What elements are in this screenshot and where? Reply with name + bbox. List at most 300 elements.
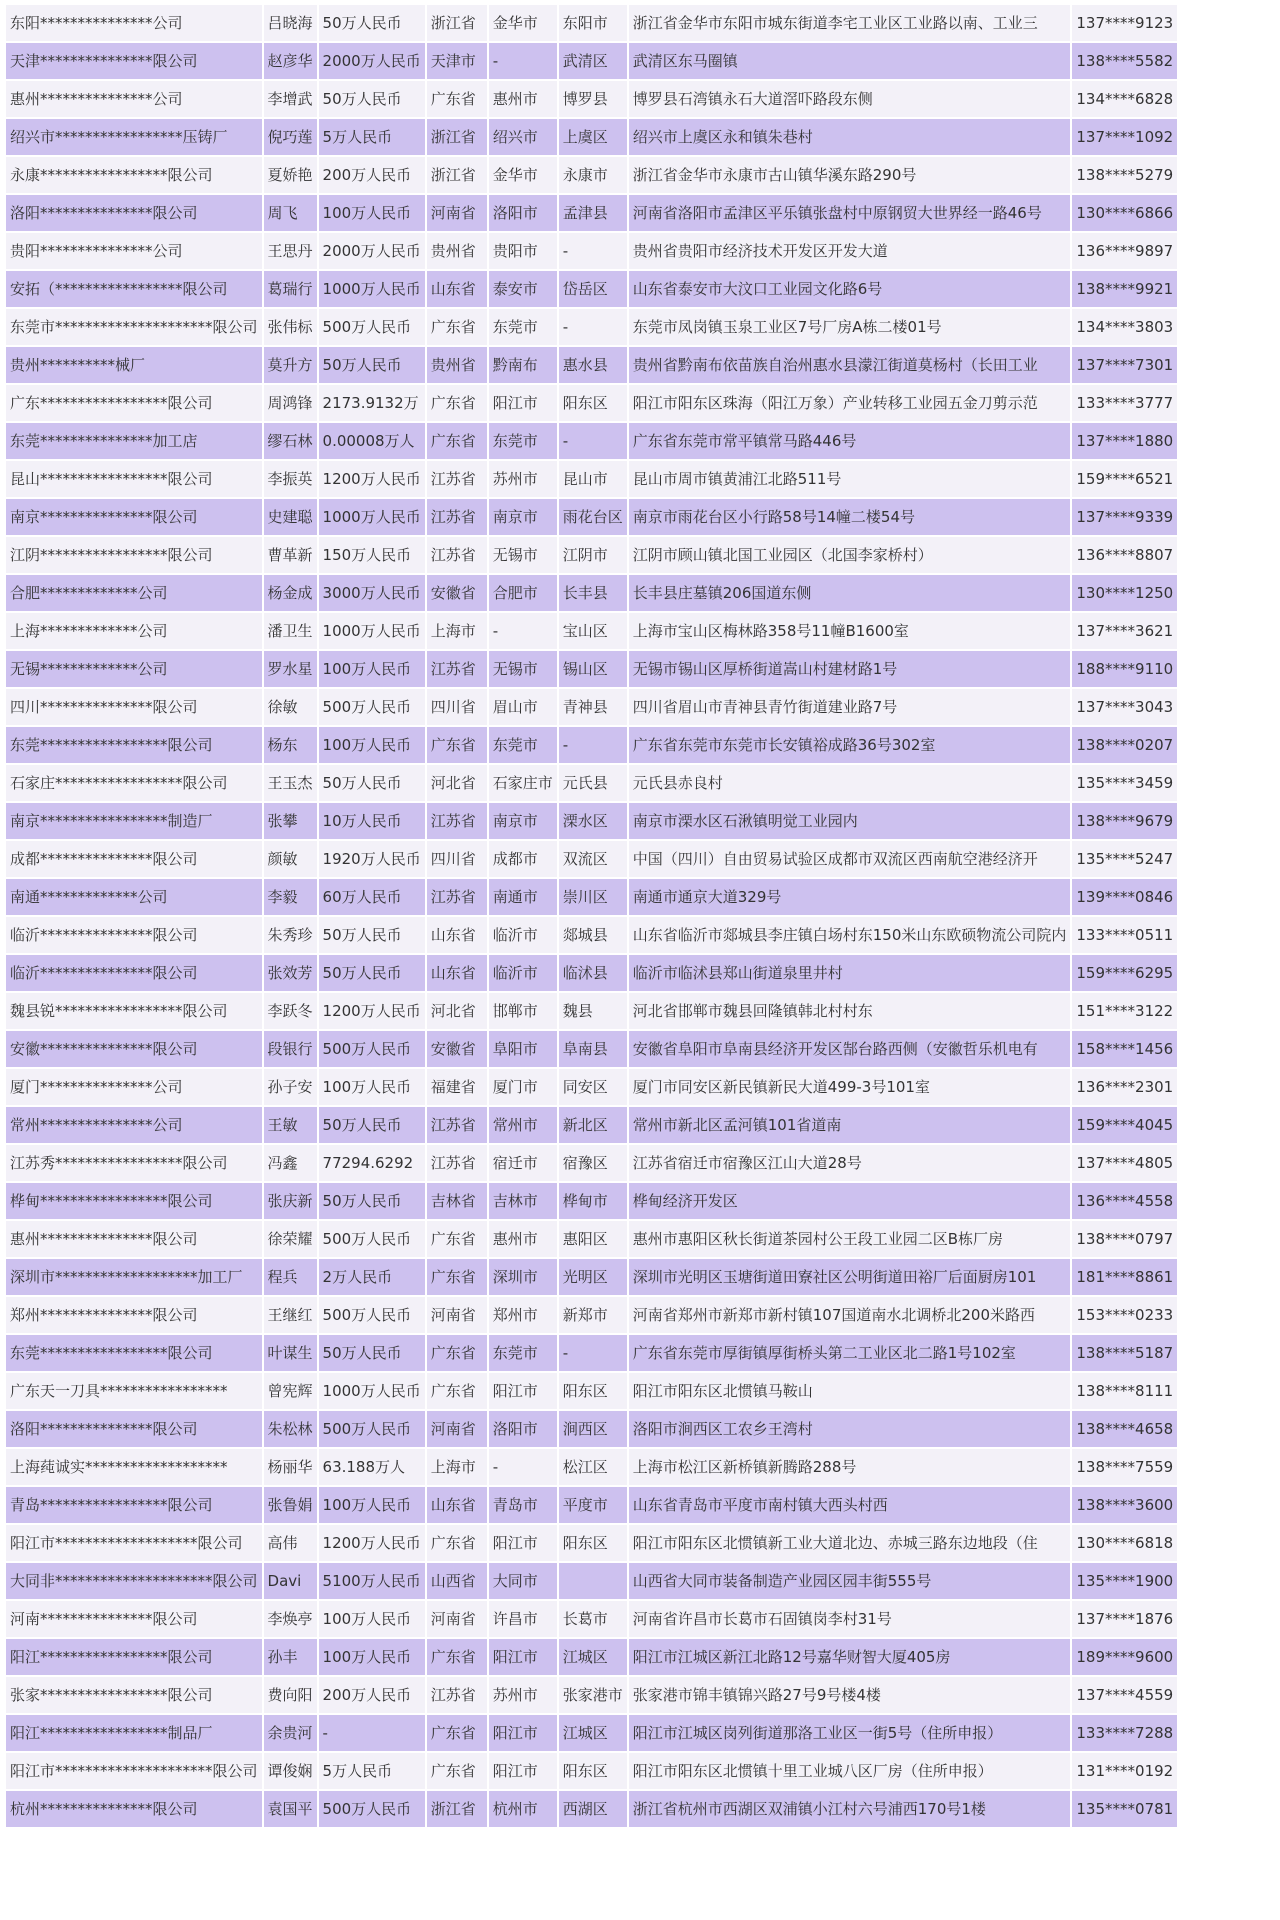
legal-person-cell: 程兵 [264, 1259, 317, 1295]
registered-capital-cell: 150万人民币 [319, 537, 425, 573]
phone-cell: 138****8111 [1072, 1373, 1177, 1409]
phone-cell: 137****4805 [1072, 1145, 1177, 1181]
province-cell: 广东省 [427, 81, 487, 117]
province-cell: 天津市 [427, 43, 487, 79]
province-cell: 广东省 [427, 385, 487, 421]
registered-capital-cell: 63.188万人 [319, 1449, 425, 1485]
registered-capital-cell: 50万人民币 [319, 81, 425, 117]
legal-person-cell: 朱秀珍 [264, 917, 317, 953]
legal-person-cell: 冯鑫 [264, 1145, 317, 1181]
district-cell: 西湖区 [559, 1791, 627, 1827]
district-cell: - [559, 233, 627, 269]
legal-person-cell: 张鲁娟 [264, 1487, 317, 1523]
company-name-cell: 广东*****************限公司 [6, 385, 262, 421]
registered-capital-cell: 2万人民币 [319, 1259, 425, 1295]
city-cell: 大同市 [489, 1563, 557, 1599]
phone-cell: 138****5279 [1072, 157, 1177, 193]
address-cell: 阳江市江城区新江北路12号嘉华财智大厦405房 [629, 1639, 1071, 1675]
phone-cell: 151****3122 [1072, 993, 1177, 1029]
phone-cell: 138****0797 [1072, 1221, 1177, 1257]
district-cell: 青神县 [559, 689, 627, 725]
district-cell: - [559, 309, 627, 345]
address-cell: 贵州省黔南布依苗族自治州惠水县濛江街道莫杨村（长田工业 [629, 347, 1071, 383]
registered-capital-cell: 10万人民币 [319, 803, 425, 839]
district-cell: 博罗县 [559, 81, 627, 117]
city-cell: 阳江市 [489, 385, 557, 421]
table-row [6, 1601, 1177, 1637]
address-cell: 贵州省贵阳市经济技术开发区开发大道 [629, 233, 1071, 269]
district-cell: 宿豫区 [559, 1145, 627, 1181]
phone-cell: 139****0846 [1072, 879, 1177, 915]
province-cell: 贵州省 [427, 347, 487, 383]
table-row [6, 955, 1177, 991]
table-row [6, 1563, 1177, 1599]
legal-person-cell: 周飞 [264, 195, 317, 231]
company-name-cell: 安拓（*****************限公司 [6, 271, 262, 307]
phone-cell: 136****9897 [1072, 233, 1177, 269]
district-cell: - [559, 1335, 627, 1371]
district-cell: 魏县 [559, 993, 627, 1029]
phone-cell: 138****5582 [1072, 43, 1177, 79]
city-cell: 临沂市 [489, 955, 557, 991]
province-cell: 河南省 [427, 1601, 487, 1637]
province-cell: 福建省 [427, 1069, 487, 1105]
district-cell: 宝山区 [559, 613, 627, 649]
address-cell: 山西省大同市装备制造产业园区园丰街555号 [629, 1563, 1071, 1599]
district-cell: 昆山市 [559, 461, 627, 497]
city-cell: 南通市 [489, 879, 557, 915]
legal-person-cell: 谭俊娴 [264, 1753, 317, 1789]
district-cell: 江城区 [559, 1639, 627, 1675]
phone-cell: 138****9679 [1072, 803, 1177, 839]
address-cell: 河南省洛阳市孟津区平乐镇张盘村中原钢贸大世界经一路46号 [629, 195, 1071, 231]
company-name-cell: 东阳***************公司 [6, 5, 262, 41]
registered-capital-cell: 1200万人民币 [319, 993, 425, 1029]
province-cell: 浙江省 [427, 5, 487, 41]
address-cell: 浙江省金华市永康市古山镇华溪东路290号 [629, 157, 1071, 193]
legal-person-cell: 高伟 [264, 1525, 317, 1561]
district-cell: 雨花台区 [559, 499, 627, 535]
address-cell: 四川省眉山市青神县青竹街道建业路7号 [629, 689, 1071, 725]
table-row [6, 499, 1177, 535]
table-row [6, 5, 1177, 41]
table-row [6, 1449, 1177, 1485]
district-cell: 崇川区 [559, 879, 627, 915]
province-cell: 山东省 [427, 917, 487, 953]
city-cell: 临沂市 [489, 917, 557, 953]
district-cell: 长葛市 [559, 1601, 627, 1637]
province-cell: 江苏省 [427, 879, 487, 915]
address-cell: 长丰县庄墓镇206国道东侧 [629, 575, 1071, 611]
city-cell: 金华市 [489, 5, 557, 41]
address-cell: 东莞市凤岗镇玉泉工业区7号厂房A栋二楼01号 [629, 309, 1071, 345]
address-cell: 深圳市光明区玉塘街道田寮社区公明街道田裕厂后面厨房101 [629, 1259, 1071, 1295]
district-cell: 阳东区 [559, 1373, 627, 1409]
province-cell: 河南省 [427, 1411, 487, 1447]
table-row [6, 917, 1177, 953]
city-cell: 阳江市 [489, 1373, 557, 1409]
address-cell: 常州市新北区孟河镇101省道南 [629, 1107, 1071, 1143]
city-cell: 成都市 [489, 841, 557, 877]
company-name-cell: 东莞***************加工店 [6, 423, 262, 459]
registered-capital-cell: 50万人民币 [319, 1183, 425, 1219]
company-name-cell: 常州***************公司 [6, 1107, 262, 1143]
province-cell: 江苏省 [427, 1145, 487, 1181]
registered-capital-cell: 100万人民币 [319, 1069, 425, 1105]
table-row [6, 309, 1177, 345]
city-cell: 泰安市 [489, 271, 557, 307]
registered-capital-cell: 1000万人民币 [319, 613, 425, 649]
legal-person-cell: 夏娇艳 [264, 157, 317, 193]
legal-person-cell: 王思丹 [264, 233, 317, 269]
company-name-cell: 贵阳***************公司 [6, 233, 262, 269]
address-cell: 浙江省金华市东阳市城东街道李宅工业区工业路以南、工业三 [629, 5, 1071, 41]
phone-cell: 137****9123 [1072, 5, 1177, 41]
district-cell: 长丰县 [559, 575, 627, 611]
company-name-cell: 阳江*****************限公司 [6, 1639, 262, 1675]
legal-person-cell: 吕晓海 [264, 5, 317, 41]
province-cell: 上海市 [427, 613, 487, 649]
province-cell: 山东省 [427, 955, 487, 991]
legal-person-cell: 周鸿锋 [264, 385, 317, 421]
table-row [6, 1107, 1177, 1143]
city-cell: 南京市 [489, 803, 557, 839]
registered-capital-cell: 100万人民币 [319, 195, 425, 231]
city-cell: 阳江市 [489, 1715, 557, 1751]
company-name-cell: 河南***************限公司 [6, 1601, 262, 1637]
legal-person-cell: 罗水星 [264, 651, 317, 687]
address-cell: 上海市松江区新桥镇新腾路288号 [629, 1449, 1071, 1485]
table-row [6, 271, 1177, 307]
district-cell: 临沭县 [559, 955, 627, 991]
province-cell: 吉林省 [427, 1183, 487, 1219]
registered-capital-cell: 2173.9132万 [319, 385, 425, 421]
phone-cell: 134****3803 [1072, 309, 1177, 345]
address-cell: 江苏省宿迁市宿豫区江山大道28号 [629, 1145, 1071, 1181]
phone-cell: 158****1456 [1072, 1031, 1177, 1067]
registered-capital-cell: 1000万人民币 [319, 1373, 425, 1409]
legal-person-cell: 孙子安 [264, 1069, 317, 1105]
legal-person-cell: 余贵河 [264, 1715, 317, 1751]
city-cell: 许昌市 [489, 1601, 557, 1637]
city-cell: 南京市 [489, 499, 557, 535]
company-name-cell: 上海莼诚实******************* [6, 1449, 262, 1485]
registered-capital-cell: 5100万人民币 [319, 1563, 425, 1599]
legal-person-cell: 李增武 [264, 81, 317, 117]
table-row [6, 461, 1177, 497]
district-cell [559, 1563, 627, 1599]
address-cell: 无锡市锡山区厚桥街道嵩山村建材路1号 [629, 651, 1071, 687]
address-cell: 广东省东莞市厚街镇厚街桥头第二工业区北二路1号102室 [629, 1335, 1071, 1371]
table-row [6, 1753, 1177, 1789]
phone-cell: 135****1900 [1072, 1563, 1177, 1599]
district-cell: - [559, 423, 627, 459]
address-cell: 中国（四川）自由贸易试验区成都市双流区西南航空港经济开 [629, 841, 1071, 877]
phone-cell: 159****6295 [1072, 955, 1177, 991]
table-row [6, 689, 1177, 725]
city-cell: 洛阳市 [489, 195, 557, 231]
legal-person-cell: 缪石林 [264, 423, 317, 459]
province-cell: 江苏省 [427, 1107, 487, 1143]
phone-cell: 137****7301 [1072, 347, 1177, 383]
address-cell: 南京市雨花台区小行路58号14幢二楼54号 [629, 499, 1071, 535]
city-cell: 无锡市 [489, 537, 557, 573]
table-row [6, 347, 1177, 383]
city-cell: 深圳市 [489, 1259, 557, 1295]
registered-capital-cell: 5万人民币 [319, 1753, 425, 1789]
legal-person-cell: 徐敏 [264, 689, 317, 725]
table-row [6, 81, 1177, 117]
city-cell: 阳江市 [489, 1639, 557, 1675]
address-cell: 广东省东莞市常平镇常马路446号 [629, 423, 1071, 459]
table-row [6, 385, 1177, 421]
province-cell: 安徽省 [427, 575, 487, 611]
address-cell: 惠州市惠阳区秋长街道茶园村公王段工业园二区B栋厂房 [629, 1221, 1071, 1257]
table-row [6, 1145, 1177, 1181]
address-cell: 阳江市阳东区北惯镇十里工业城八区厂房（住所申报） [629, 1753, 1071, 1789]
province-cell: 河北省 [427, 993, 487, 1029]
registered-capital-cell: 50万人民币 [319, 1107, 425, 1143]
table-row [6, 43, 1177, 79]
city-cell: 吉林市 [489, 1183, 557, 1219]
province-cell: 广东省 [427, 1259, 487, 1295]
district-cell: 江阴市 [559, 537, 627, 573]
table-row [6, 727, 1177, 763]
address-cell: 元氏县赤良村 [629, 765, 1071, 801]
city-cell: 东莞市 [489, 309, 557, 345]
address-cell: 阳江市阳东区北惯镇新工业大道北边、赤城三路东边地段（住 [629, 1525, 1071, 1561]
company-name-cell: 惠州***************公司 [6, 81, 262, 117]
district-cell: - [559, 727, 627, 763]
phone-cell: 138****5187 [1072, 1335, 1177, 1371]
city-cell: - [489, 1449, 557, 1485]
phone-cell: 153****0233 [1072, 1297, 1177, 1333]
city-cell: 惠州市 [489, 1221, 557, 1257]
address-cell: 浙江省杭州市西湖区双浦镇小江村六号浦西170号1楼 [629, 1791, 1071, 1827]
legal-person-cell: 孙丰 [264, 1639, 317, 1675]
table-row [6, 1183, 1177, 1219]
company-name-cell: 永康*****************限公司 [6, 157, 262, 193]
registered-capital-cell: 1000万人民币 [319, 499, 425, 535]
registered-capital-cell: 100万人民币 [319, 1487, 425, 1523]
legal-person-cell: 张攀 [264, 803, 317, 839]
company-name-cell: 魏县锐*****************限公司 [6, 993, 262, 1029]
district-cell: 阳东区 [559, 1525, 627, 1561]
province-cell: 广东省 [427, 727, 487, 763]
address-cell: 桦甸经济开发区 [629, 1183, 1071, 1219]
table-row [6, 1069, 1177, 1105]
province-cell: 河北省 [427, 765, 487, 801]
address-cell: 绍兴市上虞区永和镇朱巷村 [629, 119, 1071, 155]
phone-cell: 134****6828 [1072, 81, 1177, 117]
company-name-cell: 南京*****************制造厂 [6, 803, 262, 839]
legal-person-cell: 颜敏 [264, 841, 317, 877]
city-cell: 金华市 [489, 157, 557, 193]
company-name-cell: 南京***************限公司 [6, 499, 262, 535]
city-cell: 东莞市 [489, 423, 557, 459]
phone-cell: 135****5247 [1072, 841, 1177, 877]
registered-capital-cell: 50万人民币 [319, 917, 425, 953]
address-cell: 河北省邯郸市魏县回隆镇韩北村村东 [629, 993, 1071, 1029]
registered-capital-cell: 50万人民币 [319, 347, 425, 383]
province-cell: 江苏省 [427, 537, 487, 573]
phone-cell: 137****9339 [1072, 499, 1177, 535]
district-cell: 桦甸市 [559, 1183, 627, 1219]
legal-person-cell: 曾宪辉 [264, 1373, 317, 1409]
city-cell: 黔南布 [489, 347, 557, 383]
phone-cell: 136****8807 [1072, 537, 1177, 573]
district-cell: 惠水县 [559, 347, 627, 383]
registered-capital-cell: 60万人民币 [319, 879, 425, 915]
company-name-cell: 杭州***************限公司 [6, 1791, 262, 1827]
address-cell: 阳江市阳东区北惯镇马鞍山 [629, 1373, 1071, 1409]
legal-person-cell: 李跃冬 [264, 993, 317, 1029]
legal-person-cell: 李焕亭 [264, 1601, 317, 1637]
province-cell: 广东省 [427, 1639, 487, 1675]
phone-cell: 159****6521 [1072, 461, 1177, 497]
company-name-cell: 洛阳***************限公司 [6, 1411, 262, 1447]
phone-cell: 130****6866 [1072, 195, 1177, 231]
registered-capital-cell: 500万人民币 [319, 689, 425, 725]
district-cell: 元氏县 [559, 765, 627, 801]
phone-cell: 138****7559 [1072, 1449, 1177, 1485]
phone-cell: 133****3777 [1072, 385, 1177, 421]
district-cell: 溧水区 [559, 803, 627, 839]
legal-person-cell: 朱松林 [264, 1411, 317, 1447]
address-cell: 南京市溧水区石湫镇明觉工业园内 [629, 803, 1071, 839]
legal-person-cell: 张效芳 [264, 955, 317, 991]
company-name-cell: 临沂***************限公司 [6, 917, 262, 953]
company-name-cell: 江阴*****************限公司 [6, 537, 262, 573]
company-name-cell: 阳江市*******************限公司 [6, 1525, 262, 1561]
phone-cell: 135****3459 [1072, 765, 1177, 801]
province-cell: 贵州省 [427, 233, 487, 269]
city-cell: 常州市 [489, 1107, 557, 1143]
registered-capital-cell: 1920万人民币 [319, 841, 425, 877]
district-cell: 上虞区 [559, 119, 627, 155]
registered-capital-cell: 3000万人民币 [319, 575, 425, 611]
district-cell: 新郑市 [559, 1297, 627, 1333]
registered-capital-cell: 5万人民币 [319, 119, 425, 155]
district-cell: 江城区 [559, 1715, 627, 1751]
registered-capital-cell: 50万人民币 [319, 765, 425, 801]
company-name-cell: 东莞市*********************限公司 [6, 309, 262, 345]
city-cell: 眉山市 [489, 689, 557, 725]
company-name-cell: 江苏秀*****************限公司 [6, 1145, 262, 1181]
company-name-cell: 张家*****************限公司 [6, 1677, 262, 1713]
district-cell: 平度市 [559, 1487, 627, 1523]
address-cell: 洛阳市涧西区工农乡王湾村 [629, 1411, 1071, 1447]
company-name-cell: 合肥*************公司 [6, 575, 262, 611]
address-cell: 上海市宝山区梅林路358号11幢B1600室 [629, 613, 1071, 649]
district-cell: 孟津县 [559, 195, 627, 231]
table-row [6, 1677, 1177, 1713]
company-name-cell: 阳江市*********************限公司 [6, 1753, 262, 1789]
province-cell: 江苏省 [427, 803, 487, 839]
address-cell: 江阴市顾山镇北国工业园区（北国李家桥村） [629, 537, 1071, 573]
city-cell: 苏州市 [489, 461, 557, 497]
address-cell: 武清区东马圈镇 [629, 43, 1071, 79]
city-cell: 阳江市 [489, 1525, 557, 1561]
company-name-cell: 昆山*****************限公司 [6, 461, 262, 497]
table-row [6, 119, 1177, 155]
table-row [6, 423, 1177, 459]
table-body [6, 5, 1177, 1827]
table-row [6, 879, 1177, 915]
registered-capital-cell: 500万人民币 [319, 1297, 425, 1333]
table-row [6, 1221, 1177, 1257]
legal-person-cell: 潘卫生 [264, 613, 317, 649]
city-cell: - [489, 613, 557, 649]
company-name-cell: 东莞*****************限公司 [6, 727, 262, 763]
city-cell: 厦门市 [489, 1069, 557, 1105]
phone-cell: 189****9600 [1072, 1639, 1177, 1675]
address-cell: 博罗县石湾镇永石大道滘吓路段东侧 [629, 81, 1071, 117]
city-cell: 合肥市 [489, 575, 557, 611]
registered-capital-cell: 1200万人民币 [319, 1525, 425, 1561]
city-cell: 郑州市 [489, 1297, 557, 1333]
address-cell: 山东省泰安市大汶口工业园文化路6号 [629, 271, 1071, 307]
legal-person-cell: 葛瑞行 [264, 271, 317, 307]
table-row [6, 575, 1177, 611]
registered-capital-cell: 500万人民币 [319, 309, 425, 345]
province-cell: 江苏省 [427, 499, 487, 535]
company-name-cell: 郑州***************限公司 [6, 1297, 262, 1333]
city-cell: 洛阳市 [489, 1411, 557, 1447]
province-cell: 河南省 [427, 1297, 487, 1333]
company-name-cell: 绍兴市*****************压铸厂 [6, 119, 262, 155]
city-cell: 杭州市 [489, 1791, 557, 1827]
district-cell: 永康市 [559, 157, 627, 193]
registered-capital-cell: 500万人民币 [319, 1791, 425, 1827]
table-row [6, 1715, 1177, 1751]
registered-capital-cell: 200万人民币 [319, 157, 425, 193]
phone-cell: 131****0192 [1072, 1753, 1177, 1789]
registered-capital-cell: 77294.6292 [319, 1145, 425, 1181]
phone-cell: 137****1880 [1072, 423, 1177, 459]
legal-person-cell: 王敏 [264, 1107, 317, 1143]
company-name-cell: 广东天一刀具***************** [6, 1373, 262, 1409]
registered-capital-cell: - [319, 1715, 425, 1751]
phone-cell: 130****6818 [1072, 1525, 1177, 1561]
province-cell: 广东省 [427, 309, 487, 345]
legal-person-cell: 莫升方 [264, 347, 317, 383]
address-cell: 广东省东莞市东莞市长安镇裕成路36号302室 [629, 727, 1071, 763]
province-cell: 广东省 [427, 1715, 487, 1751]
city-cell: 贵阳市 [489, 233, 557, 269]
legal-person-cell: 杨东 [264, 727, 317, 763]
company-name-cell: 深圳市*******************加工厂 [6, 1259, 262, 1295]
phone-cell: 138****9921 [1072, 271, 1177, 307]
city-cell: 苏州市 [489, 1677, 557, 1713]
company-name-cell: 石家庄*****************限公司 [6, 765, 262, 801]
address-cell: 厦门市同安区新民镇新民大道499-3号101室 [629, 1069, 1071, 1105]
phone-cell: 138****4658 [1072, 1411, 1177, 1447]
company-name-cell: 厦门***************公司 [6, 1069, 262, 1105]
legal-person-cell: 费向阳 [264, 1677, 317, 1713]
registered-capital-cell: 1200万人民币 [319, 461, 425, 497]
table-row [6, 803, 1177, 839]
district-cell: 阜南县 [559, 1031, 627, 1067]
phone-cell: 188****9110 [1072, 651, 1177, 687]
legal-person-cell: Davi [264, 1563, 317, 1599]
city-cell: 东莞市 [489, 1335, 557, 1371]
legal-person-cell: 王继红 [264, 1297, 317, 1333]
phone-cell: 130****1250 [1072, 575, 1177, 611]
legal-person-cell: 李毅 [264, 879, 317, 915]
registered-capital-cell: 100万人民币 [319, 1639, 425, 1675]
province-cell: 河南省 [427, 195, 487, 231]
